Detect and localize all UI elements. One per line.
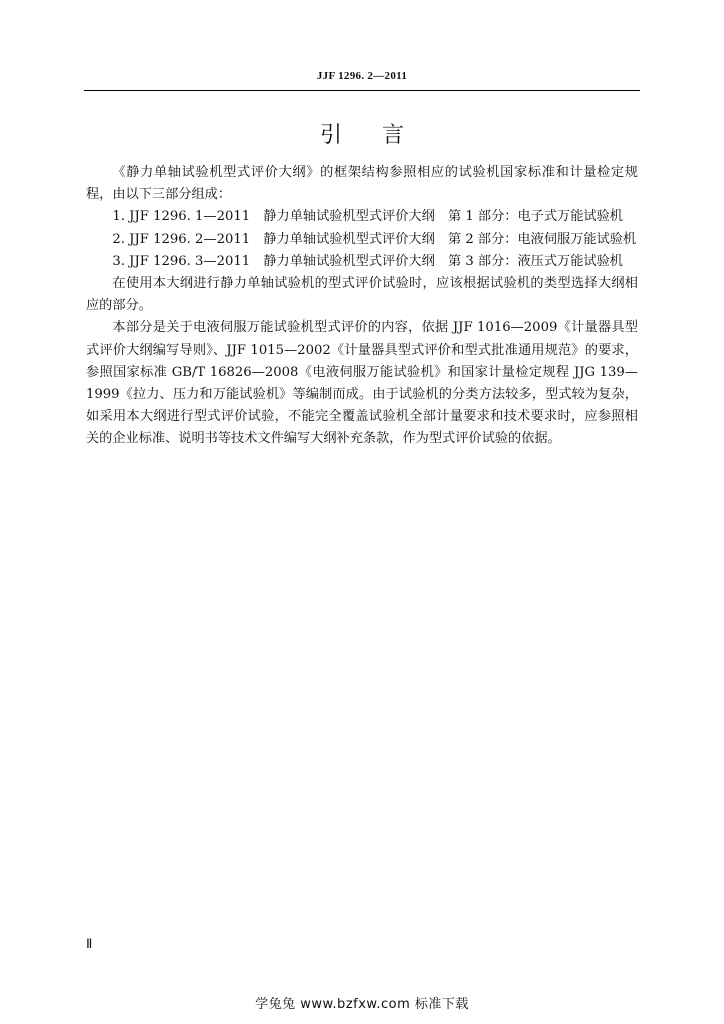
standard-code-header: JJF 1296. 2—2011 — [316, 70, 408, 82]
intro-paragraph: 《静力单轴试验机型式评价大纲》的框架结构参照相应的试验机国家标准和计量检定规程，由以下三部分组成： — [86, 165, 638, 203]
header-divider — [84, 90, 640, 91]
list-item-part-2: 2. JJF 1296. 2—2011 静力单轴试验机型式评价大纲 第 2 部分：电液伺服万能试验机 — [112, 231, 637, 247]
usage-paragraph: 在使用本大纲进行静力单轴试验机的型式评价试验时，应该根据试验机的类型选择大纲相应的部分。 — [86, 276, 638, 314]
footer-watermark: 学兔兔 www.bzfxw.com 标准下载 — [255, 997, 469, 1012]
list-item-part-3: 3. JJF 1296. 3—2011 静力单轴试验机型式评价大纲 第 3 部分：液压式万能试验机 — [112, 253, 623, 269]
page-title: 引言 — [319, 123, 444, 148]
document-body — [86, 162, 638, 451]
list-item-part-1: 1. JJF 1296. 1—2011 静力单轴试验机型式评价大纲 第 1 部分：电子式万能试验机 — [112, 209, 623, 225]
page-number: Ⅱ — [86, 936, 93, 951]
scope-paragraph: 本部分是关于电液伺服万能试验机型式评价的内容，依据 JJF 1016—2009《计量器具型式评价大纲编写导则》、JJF 1015—2002《计量器具型式评价和型式批准通用规范》的要求，参照国家标准 GB/T 16826—2008《电液伺服万能试验机》和国家计量检定规程 JJG 139—1999《拉力、压力和万能试验机》等编制而成。由于试验机的分类方法较多，型式较为复杂，如采用本大纲进行型式评价试验，不能完全覆盖试验机全部计量要求和技术要求时，应参照相关的企业标准、说明书等技术文件编写大纲补充条款，作为型式评价试验的依据。 — [86, 320, 638, 447]
